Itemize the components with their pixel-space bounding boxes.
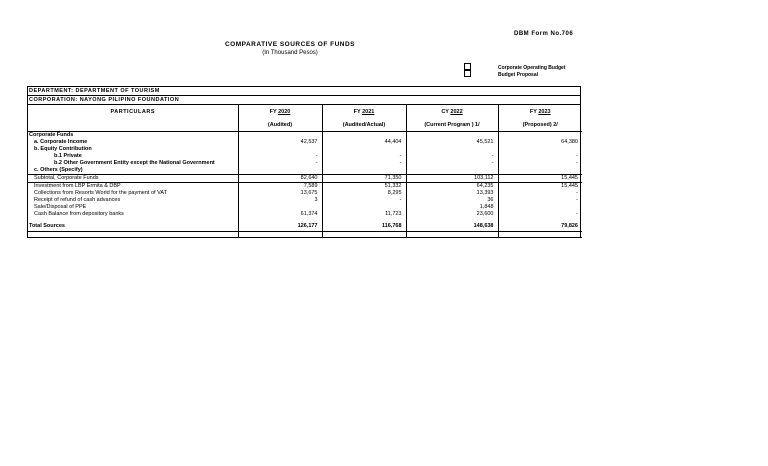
department-line: DEPARTMENT: DEPARTMENT OF TOURISM	[27, 86, 581, 95]
sources-table	[27, 86, 581, 238]
row-label: Sale/Disposal of PPE	[34, 204, 87, 210]
row-label: a. Corporate Income	[34, 139, 88, 145]
header-subrow	[28, 119, 582, 132]
sub-cy2022: (Current Program ) 1/	[406, 119, 498, 132]
row-label: Corporate Funds	[29, 132, 74, 138]
row-label: Subtotal, Corporate Funds	[28, 175, 238, 183]
table-row: Receipt of refund of cash advances 3 - 36 -	[28, 197, 582, 204]
total-label: Total Sources	[28, 222, 238, 232]
row-label: b.1 Private	[54, 153, 82, 159]
checkbox-budget-proposal[interactable]	[464, 70, 471, 77]
table-row: b.1 Private - - - -	[28, 153, 582, 160]
row-label: Investment from LBP Ermita & DBP	[28, 183, 238, 191]
table-row	[28, 167, 582, 175]
checkbox-labels	[498, 65, 566, 79]
row-label: b. Equity Contribution	[34, 146, 92, 152]
header-row	[28, 105, 582, 119]
row-label: Collections from Resorts World for the payment of VAT	[34, 190, 167, 196]
row-label: c. Others (Specify)	[34, 167, 83, 173]
row-label: b.2 Other Government Entity except the National Government	[54, 160, 215, 166]
form-number: DBM Form No.706	[514, 31, 574, 37]
checkbox-label-operating-budget: Corporate Operating Budget	[498, 65, 566, 71]
table-row: Subtotal, Corporate Funds 82,640 71,350 103,112 15,445	[28, 175, 582, 183]
checkbox-label-budget-proposal: Budget Proposal	[498, 72, 539, 78]
table-row: b.2 Other Government Entity except the National Government - - - -	[28, 160, 582, 167]
table-row	[28, 146, 582, 153]
table-row	[28, 132, 582, 140]
sub-fy2020: (Audited)	[238, 119, 322, 132]
row-label: Receipt of refund of cash advances	[34, 197, 121, 203]
budget-type-checkboxes	[464, 63, 471, 77]
report-title: COMPARATIVE SOURCES OF FUNDS	[224, 41, 356, 48]
table-row: Cash Balance from depository banks 61,374 11,723 23,600 -	[28, 211, 582, 218]
table-row: Sale/Disposal of PPE 1,848	[28, 204, 582, 211]
header-fy2023: FY 2023	[498, 105, 582, 119]
particulars-header: PARTICULARS	[110, 109, 155, 115]
sub-fy2023: (Proposed) 2/	[498, 119, 582, 132]
funds-grid	[28, 105, 582, 238]
sub-fy2021: (Audited/Actual)	[322, 119, 406, 132]
table-row: a. Corporate Income 42,537 44,404 45,521 64,380	[28, 139, 582, 146]
checkbox-operating-budget[interactable]	[464, 63, 471, 70]
total-row: Total Sources 126,177 116,768 148,638 79,826	[28, 222, 582, 232]
report-subtitle: (In Thousand Pesos)	[262, 50, 318, 56]
header-fy2020: FY 2020	[238, 105, 322, 119]
row-label: Cash Balance from depository banks	[34, 211, 124, 217]
table-row: Investment from LBP Ermita & DBP 7,589 51,332 64,235 15,445	[28, 183, 582, 191]
header-cy2022: CY 2022	[406, 105, 498, 119]
header-fy2021: FY 2021	[322, 105, 406, 119]
table-row: Collections from Resorts World for the payment of VAT 13,675 8,295 13,393 -	[28, 190, 582, 197]
corporation-line: CORPORATION: NAYONG PILIPINO FOUNDATION	[27, 95, 581, 105]
